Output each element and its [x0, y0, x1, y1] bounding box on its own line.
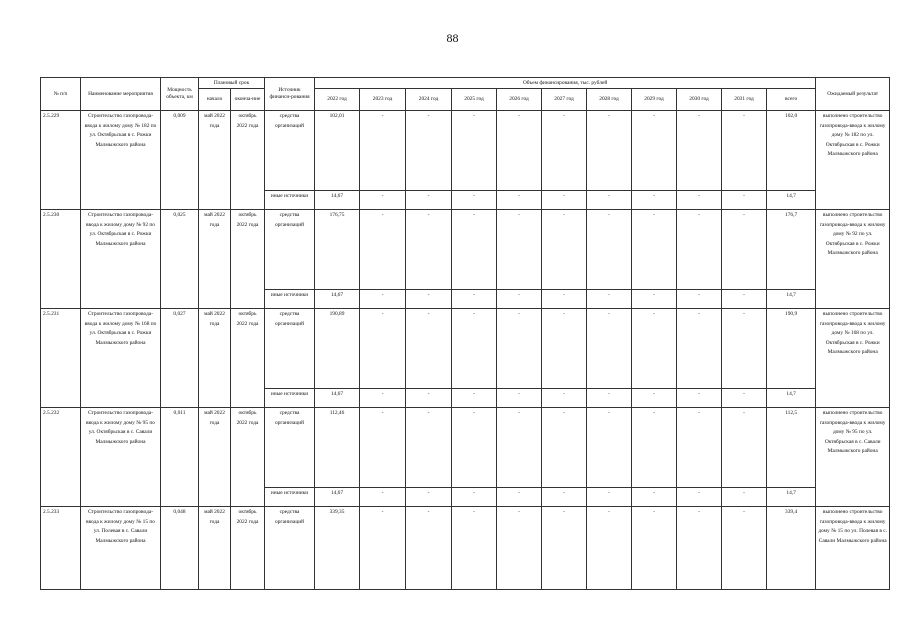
year-value: - [677, 389, 722, 408]
year-value: - [360, 191, 406, 210]
end-date: октябрь 2022 года [231, 210, 265, 309]
year-value: - [722, 210, 767, 290]
year-value: - [632, 488, 677, 507]
year-value: - [497, 389, 542, 408]
header-funding: Объем финансирования, тыс. рублей [315, 78, 816, 89]
header-start: начало [199, 89, 231, 111]
total-value: 339,4 [767, 507, 816, 590]
year-value: - [406, 210, 452, 290]
year-value: - [722, 309, 767, 389]
header-name: Наименование мероприятия [81, 78, 161, 111]
year-value: - [722, 191, 767, 210]
year-value: - [587, 507, 632, 590]
year-value: 112,46 [315, 408, 360, 488]
year-value: - [452, 309, 497, 389]
capacity-value: 0,027 [161, 309, 199, 408]
header-capacity: Мощность объекта, км [161, 78, 199, 111]
year-value: - [497, 290, 542, 309]
year-value: - [360, 309, 406, 389]
start-date: май 2022 года [199, 309, 231, 408]
table-row [41, 309, 890, 389]
year-value: - [677, 507, 722, 590]
year-value: 14,67 [315, 488, 360, 507]
page-number: 88 [446, 31, 459, 45]
year-value: - [587, 191, 632, 210]
header-end: оконча-ние [231, 89, 265, 111]
year-value: - [360, 507, 406, 590]
activity-name: Строительство газопровода-ввода к жилому дому № 15 по ул. Полевая в с. Савали Малмыжского района [81, 507, 161, 590]
year-value: - [632, 210, 677, 290]
capacity-value: 0,025 [161, 210, 199, 309]
year-value: - [542, 191, 587, 210]
year-value: - [632, 408, 677, 488]
table-row [41, 111, 890, 191]
start-date: май 2022 года [199, 210, 231, 309]
funding-source: средства организаций [265, 210, 315, 290]
header-year: 2022 год [315, 89, 360, 111]
year-value: - [360, 111, 406, 191]
year-value: - [542, 488, 587, 507]
year-value: - [360, 290, 406, 309]
year-value: - [452, 507, 497, 590]
year-value: - [406, 309, 452, 389]
row-number: 2.5.232 [41, 408, 81, 507]
year-value: - [406, 507, 452, 590]
year-value: - [677, 408, 722, 488]
year-value: - [452, 111, 497, 191]
year-value: - [632, 309, 677, 389]
year-value: 176,75 [315, 210, 360, 290]
funding-source: иные источники [265, 389, 315, 408]
year-value: - [542, 111, 587, 191]
header-year: 2029 год [632, 89, 677, 111]
year-value: - [632, 290, 677, 309]
capacity-value: 0,009 [161, 111, 199, 210]
capacity-value: 0,011 [161, 408, 199, 507]
total-value: 14,7 [767, 191, 816, 210]
header-year: 2028 год [587, 89, 632, 111]
year-value: - [360, 210, 406, 290]
row-number: 2.5.233 [41, 507, 81, 590]
year-value: - [452, 389, 497, 408]
end-date: октябрь 2022 года [231, 309, 265, 408]
expected-result: выполнено строительство газопровода-ввода к жилому дому № 92 по ул. Октябрьская в с. Рожки Малмыжского района [816, 210, 890, 309]
header-year: 2030 год [677, 89, 722, 111]
header-no: № п/п [41, 78, 81, 111]
year-value: - [452, 191, 497, 210]
year-value: - [677, 111, 722, 191]
funding-source: иные источники [265, 488, 315, 507]
header-year: 2026 год [497, 89, 542, 111]
year-value: - [722, 408, 767, 488]
activity-name: Строительство газопровода-ввода к жилому дому № 182 по ул. Октябрьская в с. Рожки Малмыжского района [81, 111, 161, 210]
year-value: - [542, 408, 587, 488]
year-value: - [497, 111, 542, 191]
year-value: - [542, 290, 587, 309]
total-value: 190,9 [767, 309, 816, 389]
table-body [41, 111, 890, 590]
header-year: 2025 год [452, 89, 497, 111]
year-value: - [497, 408, 542, 488]
year-value: - [632, 111, 677, 191]
total-value: 14,7 [767, 488, 816, 507]
year-value: - [587, 488, 632, 507]
activity-name: Строительство газопровода-ввода к жилому дому № 168 по ул. Октябрьская в с. Рожки Малмыжского района [81, 309, 161, 408]
year-value: - [587, 290, 632, 309]
year-value: - [722, 389, 767, 408]
end-date: октябрь 2022 года [231, 408, 265, 507]
header-plan-term: Плановый срок [199, 78, 265, 89]
year-value: - [722, 290, 767, 309]
year-value: - [722, 111, 767, 191]
year-value: - [542, 389, 587, 408]
year-value: - [632, 191, 677, 210]
year-value: - [587, 309, 632, 389]
row-number: 2.5.231 [41, 309, 81, 408]
year-value: - [406, 191, 452, 210]
year-value: - [360, 488, 406, 507]
funding-source: средства организаций [265, 507, 315, 590]
year-value: - [677, 191, 722, 210]
year-value: - [722, 488, 767, 507]
year-value: - [587, 111, 632, 191]
year-value: 14,67 [315, 290, 360, 309]
year-value: - [542, 210, 587, 290]
header-year: 2027 год [542, 89, 587, 111]
year-value: - [542, 507, 587, 590]
year-value: - [587, 210, 632, 290]
year-value: - [497, 191, 542, 210]
year-value: - [406, 408, 452, 488]
year-value: - [452, 488, 497, 507]
header-year: 2024 год [406, 89, 452, 111]
year-value: - [406, 488, 452, 507]
year-value: - [497, 507, 542, 590]
total-value: 112,5 [767, 408, 816, 488]
start-date: май 2022 года [199, 408, 231, 507]
total-value: 176,7 [767, 210, 816, 290]
expected-result: выполнено строительство газопровода-ввода к жилому дому № 95 по ул. Октябрьская в с. Савали Малмыжского района [816, 408, 890, 507]
year-value: - [632, 389, 677, 408]
funding-source: иные источники [265, 290, 315, 309]
year-value: - [497, 210, 542, 290]
year-value: - [587, 389, 632, 408]
year-value: 190,89 [315, 309, 360, 389]
year-value: - [406, 290, 452, 309]
year-value: - [360, 389, 406, 408]
end-date: октябрь 2022 года [231, 507, 265, 590]
year-value: 339,35 [315, 507, 360, 590]
year-value: - [452, 210, 497, 290]
funding-source: средства организаций [265, 309, 315, 389]
header-total: всего [767, 89, 816, 111]
table-row [41, 408, 890, 488]
table-header [41, 78, 890, 111]
year-value: - [677, 210, 722, 290]
funding-source: средства организаций [265, 111, 315, 191]
year-value: - [406, 111, 452, 191]
year-value: 102,01 [315, 111, 360, 191]
year-value: - [452, 290, 497, 309]
funding-source: иные источники [265, 191, 315, 210]
start-date: май 2022 года [199, 507, 231, 590]
total-value: 14,7 [767, 290, 816, 309]
year-value: - [497, 488, 542, 507]
year-value: - [722, 507, 767, 590]
start-date: май 2022 года [199, 111, 231, 210]
year-value: - [677, 309, 722, 389]
year-value: - [360, 408, 406, 488]
row-number: 2.5.229 [41, 111, 81, 210]
total-value: 14,7 [767, 389, 816, 408]
year-value: - [677, 488, 722, 507]
year-value: - [632, 507, 677, 590]
end-date: октябрь 2022 года [231, 111, 265, 210]
year-value: 14,67 [315, 389, 360, 408]
year-value: - [542, 309, 587, 389]
activity-name: Строительство газопровода-ввода к жилому дому № 92 по ул. Октябрьская в с. Рожки Малмыжского района [81, 210, 161, 309]
expected-result: выполнено строительство газопровода-ввода к жилому дому № 168 по ул. Октябрьская в с. Рожки Малмыжского района [816, 309, 890, 408]
financing-table [40, 77, 890, 590]
row-number: 2.5.230 [41, 210, 81, 309]
activity-name: Строительство газопровода-ввода к жилому дому № 95 по ул. Октябрьская в с. Савали Малмыжского района [81, 408, 161, 507]
year-value: - [497, 309, 542, 389]
expected-result: выполнено строительство газопровода-ввода к жилому дому № 15 по ул. Полевая в с. Савали Малмыжского района [816, 507, 890, 590]
table-row [41, 507, 890, 590]
year-value: 14,67 [315, 191, 360, 210]
expected-result: выполнено строительство газопровода-ввода к жилому дому № 182 по ул. Октябрьская в с. Рожки Малмыжского района [816, 111, 890, 210]
year-value: - [587, 408, 632, 488]
capacity-value: 0,048 [161, 507, 199, 590]
year-value: - [406, 389, 452, 408]
header-year: 2031 год [722, 89, 767, 111]
year-value: - [452, 408, 497, 488]
funding-source: средства организаций [265, 408, 315, 488]
header-sources: Источник финанси-рования [265, 78, 315, 111]
table-row [41, 210, 890, 290]
header-result: Ожидаемый результат [816, 78, 890, 111]
total-value: 102,0 [767, 111, 816, 191]
header-year: 2023 год [360, 89, 406, 111]
year-value: - [677, 290, 722, 309]
